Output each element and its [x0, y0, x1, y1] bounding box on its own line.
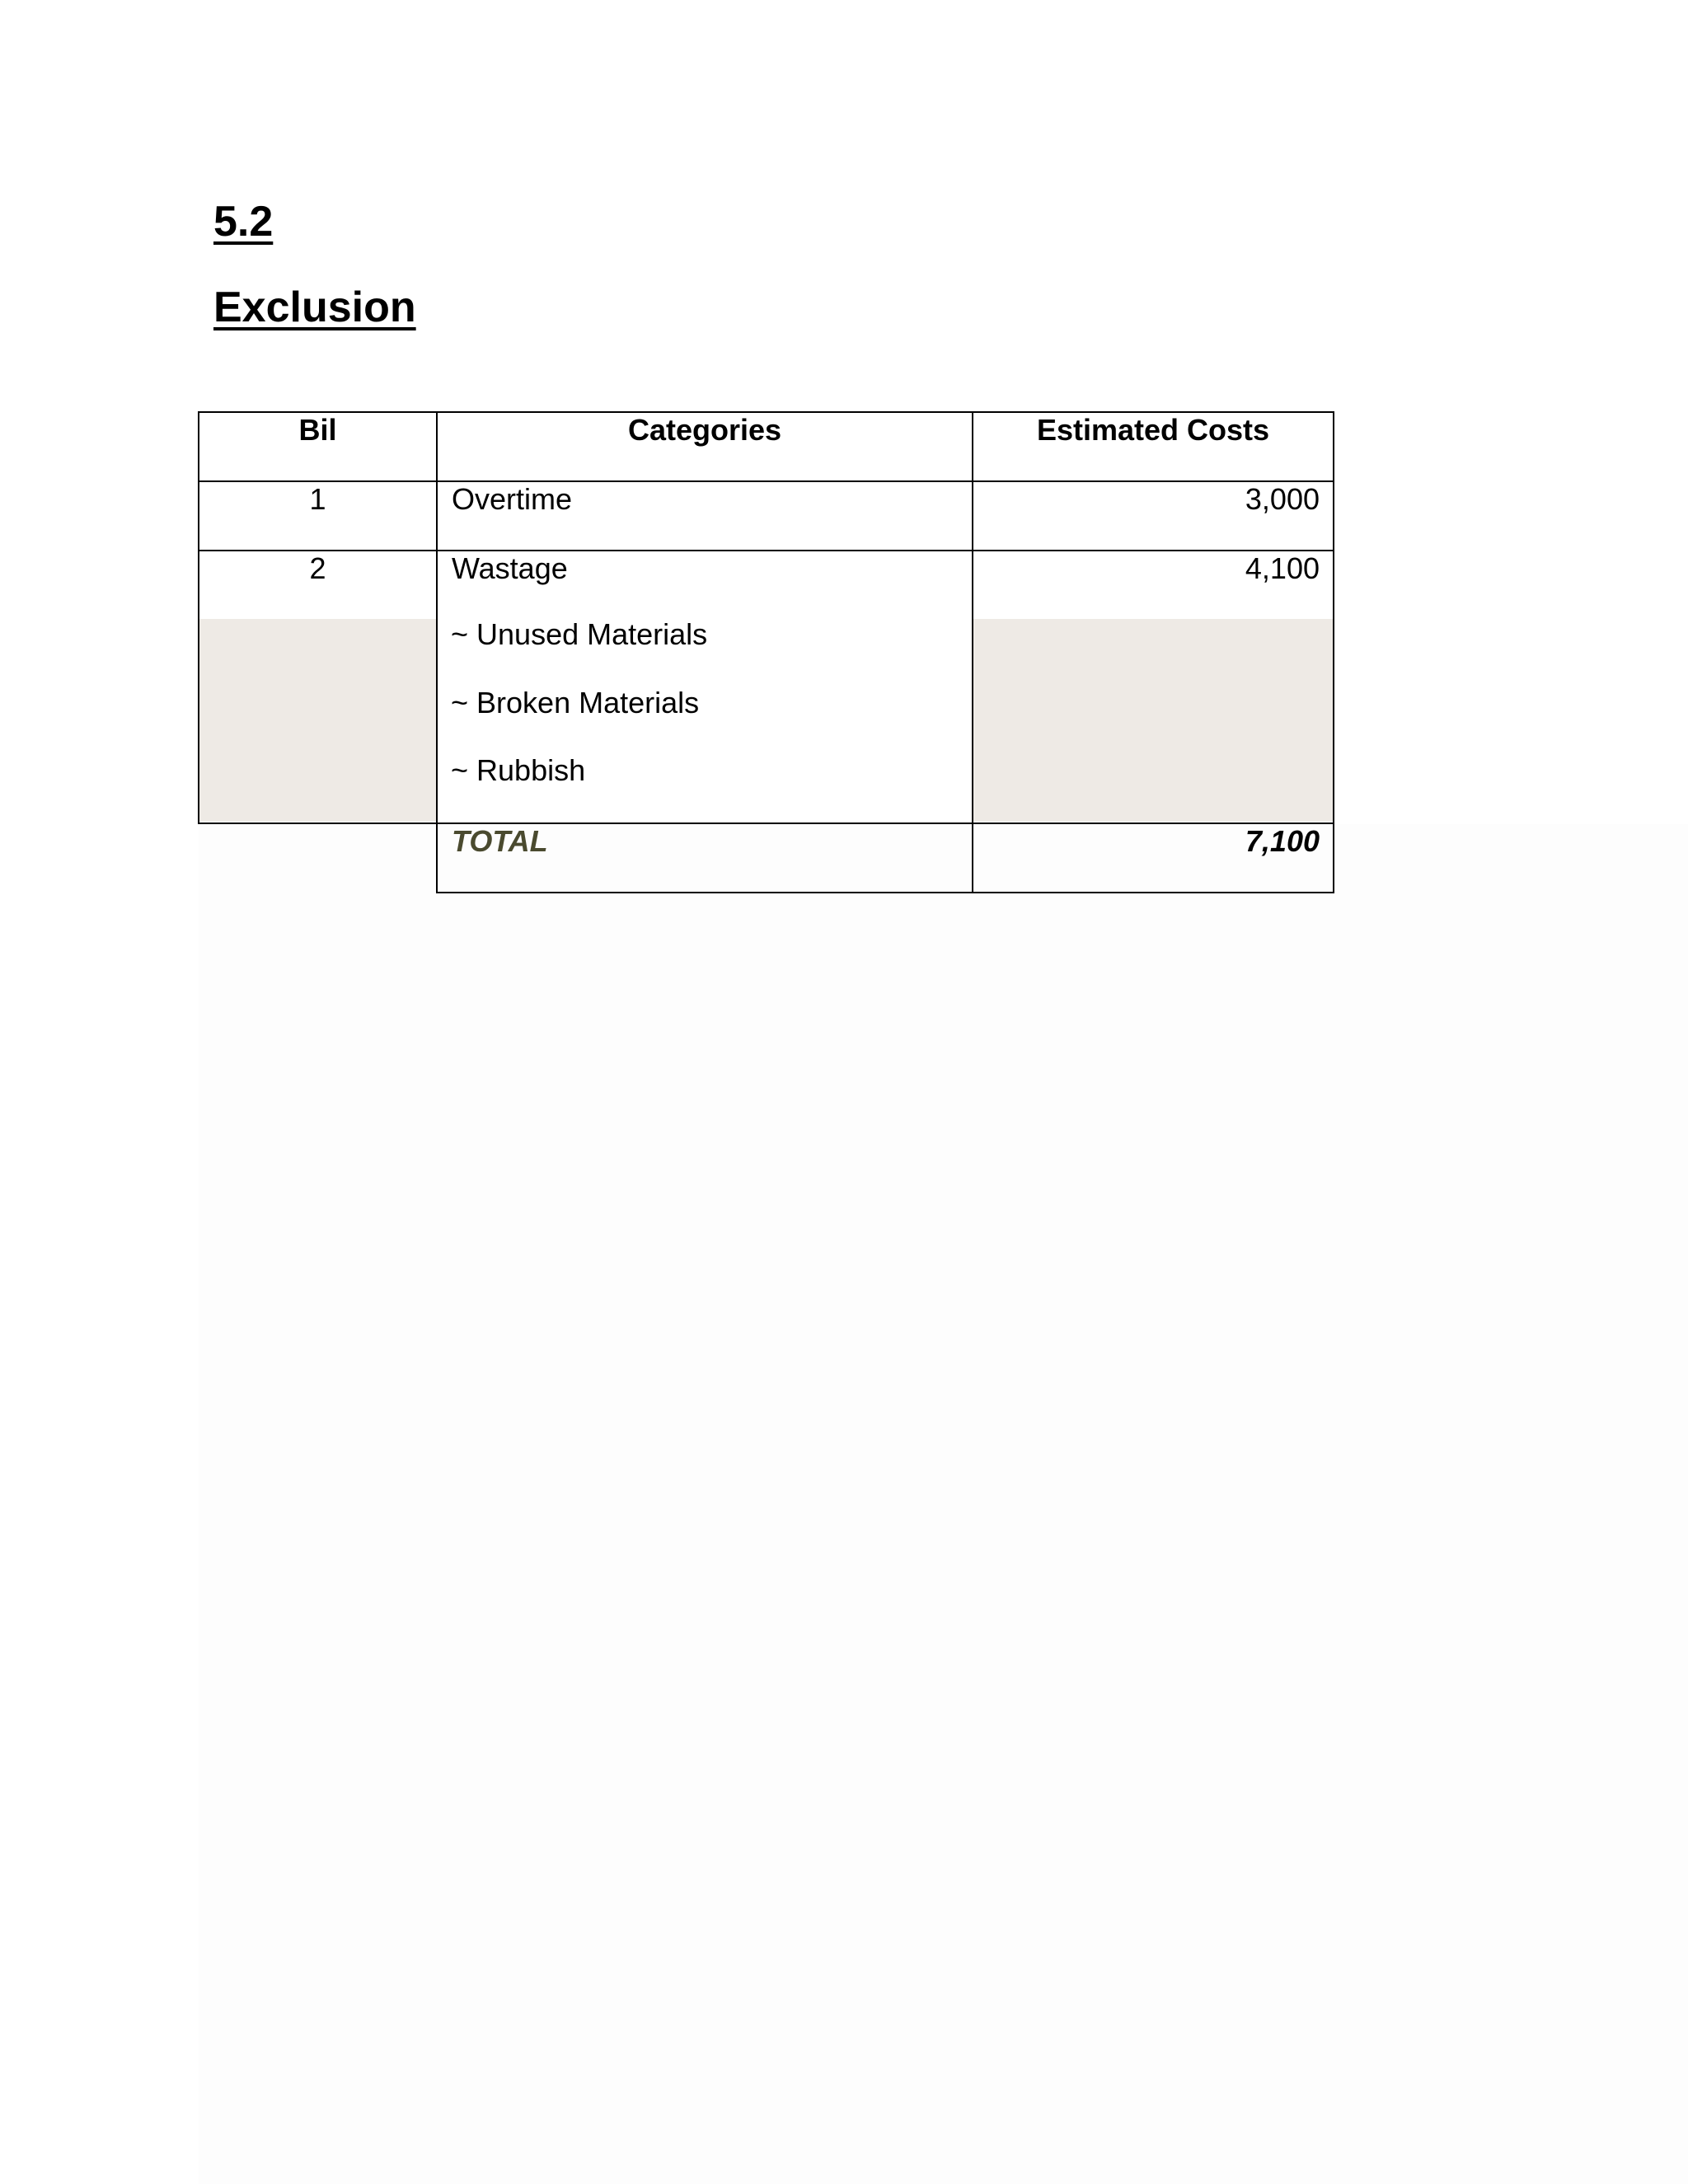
header-bil-label: Bil [298, 413, 337, 447]
row-1-category-value: Overtime [452, 482, 573, 516]
table-row-2-bil [198, 550, 438, 824]
table-row-1-category [436, 480, 973, 551]
header-categories [436, 411, 973, 482]
header-categories-label: Categories [627, 413, 782, 447]
wastage-sub-item-unused: ~ Unused Materials [451, 617, 708, 651]
table-row-2-cost [972, 550, 1334, 824]
wastage-sub-item-rubbish: ~ Rubbish [451, 753, 586, 787]
total-label-cell [436, 823, 973, 893]
total-value-cell [972, 823, 1334, 893]
row-2-bil-value: 2 [309, 551, 326, 585]
header-estimated-costs-label: Estimated Costs [1036, 413, 1270, 447]
section-number: 5.2 [213, 198, 274, 246]
total-value: 7,100 [1245, 824, 1320, 858]
page-body [199, 824, 1688, 2184]
row-2-category-value: Wastage [452, 551, 568, 585]
header-estimated-costs [972, 411, 1334, 482]
table-row-1-cost [972, 480, 1334, 551]
total-label: TOTAL [452, 824, 548, 858]
table-row-1-bil [198, 480, 438, 551]
row-1-bil-value: 1 [309, 482, 326, 516]
wastage-sub-item-broken: ~ Broken Materials [451, 686, 700, 719]
row-1-cost-value: 3,000 [1245, 482, 1320, 516]
row-2-cost-value: 4,100 [1245, 551, 1320, 585]
header-bil [198, 411, 438, 482]
section-title: Exclusion [213, 284, 416, 331]
page-margin [0, 824, 199, 2184]
